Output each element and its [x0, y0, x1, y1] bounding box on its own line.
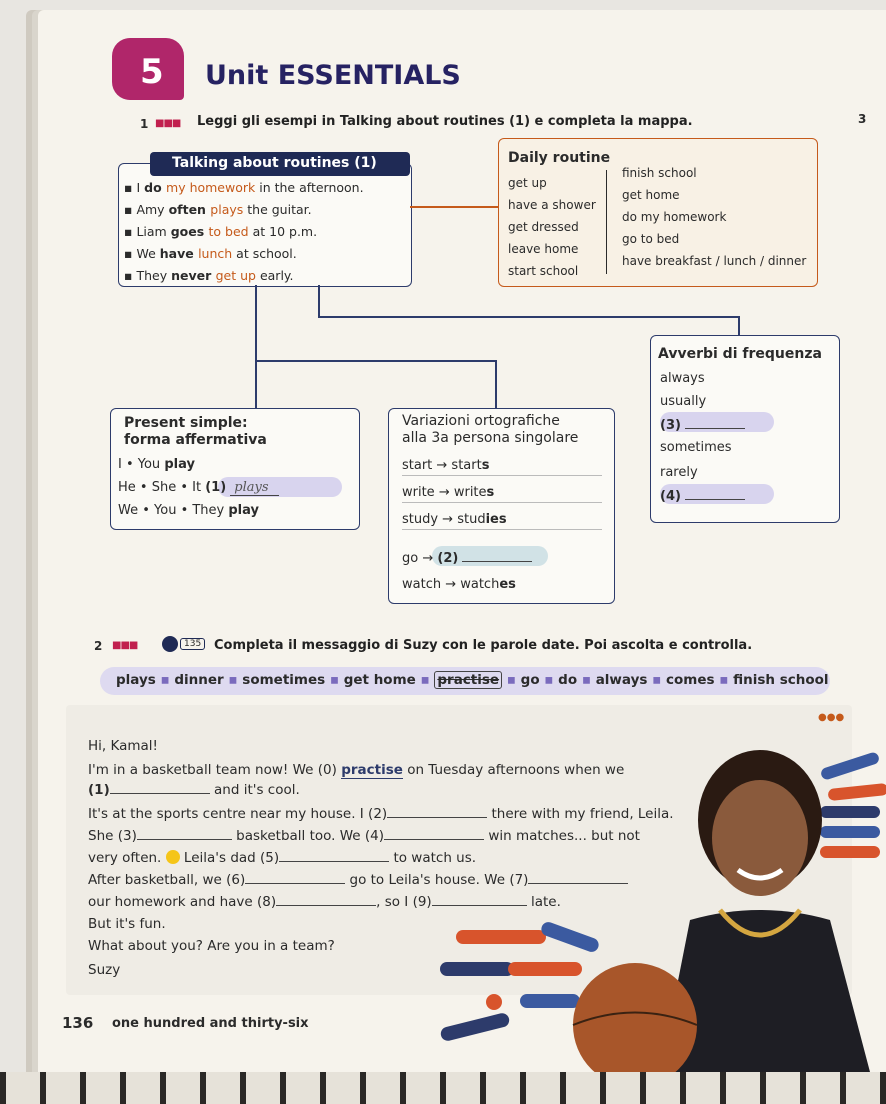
connector-line [495, 360, 497, 410]
msg-line-8: But it's fun. [88, 916, 166, 932]
blank-1-label: (1) [205, 480, 227, 495]
word-bank-item[interactable]: do [558, 672, 578, 688]
msg-text: basketball too. We (4) [231, 828, 385, 844]
blank-5-field[interactable] [279, 861, 389, 862]
separator-icon: ▪ [502, 672, 521, 688]
go-row [402, 551, 532, 566]
track-number: 135 [180, 638, 205, 650]
msg-text: very often. [88, 850, 166, 866]
separator-icon: ▪ [415, 672, 435, 688]
word-bank-item[interactable]: plays [116, 672, 156, 688]
present-row-1 [118, 457, 195, 472]
exercise-1-number: 1 [140, 117, 149, 131]
routine-item: leave home [508, 242, 579, 256]
separator-icon: ▪ [539, 672, 559, 688]
msg-line-9: What about you? Are you in a team? [88, 938, 335, 954]
phrase: get up [215, 268, 260, 283]
blank-1-handwritten-answer[interactable]: plays [230, 480, 278, 496]
connector-line [255, 360, 257, 410]
word-bank-item[interactable]: dinner [174, 672, 224, 688]
talking-example-line [124, 268, 294, 283]
talking-example-line [124, 180, 364, 195]
msg-text: It's at the sports centre near my house. I (2) [88, 806, 388, 822]
talking-example-line [124, 202, 312, 217]
next-page-edge [0, 1072, 886, 1104]
routine-item: do my homework [622, 210, 727, 224]
routine-divider [606, 170, 607, 274]
present-row-3 [118, 503, 259, 518]
ending: ies [485, 512, 507, 527]
audio-icon[interactable] [162, 636, 178, 652]
talking-routines-header [150, 152, 410, 176]
subject: Liam [136, 224, 171, 239]
spelling-variation [402, 485, 494, 500]
spelling-variation [402, 512, 507, 527]
word-bank-item[interactable]: go [520, 672, 540, 688]
blank-label: (4) [660, 489, 681, 504]
connector-line [255, 360, 495, 362]
blank-3-field[interactable] [137, 839, 232, 840]
separator-icon: ▪ [155, 672, 175, 688]
page-corner-number: 3 [858, 112, 867, 126]
verb: never [171, 268, 216, 283]
blank-6-field[interactable] [245, 883, 345, 884]
daily-routine-title: Daily routine [508, 150, 611, 166]
blank-field[interactable] [685, 428, 745, 429]
msg-text: and it's cool. [209, 782, 300, 798]
routine-item: go to bed [622, 232, 680, 246]
pronouns-3: We • You • They [118, 503, 229, 518]
verb: do [144, 180, 167, 195]
difficulty-dots-icon: ■■■ [155, 118, 181, 129]
separator-icon: ▪ [325, 672, 344, 688]
present-row-2 [118, 480, 279, 495]
msg-text: After basketball, we (6) [88, 872, 246, 888]
connector-line [410, 206, 498, 208]
msg-text: there with my friend, Leila. [487, 806, 674, 822]
footer-page-number: 136 [62, 1014, 94, 1032]
watch-row [402, 577, 516, 592]
subject: Amy [136, 202, 169, 217]
separator-icon: ▪ [223, 672, 243, 688]
watch-ending: es [499, 577, 516, 592]
base-form: study → stud [402, 512, 486, 527]
word-bank-item[interactable]: get home [343, 672, 416, 688]
routine-item: get home [622, 188, 680, 202]
prep: at [252, 224, 270, 239]
blank-2-label: (2) [437, 551, 459, 566]
routine-item: start school [508, 264, 579, 278]
example-answer: practise [341, 762, 403, 778]
word-bank-item[interactable]: always [595, 672, 648, 688]
msg-text: She (3) [88, 828, 137, 844]
base-form: write → write [402, 485, 487, 500]
smiley-emoji-icon [166, 850, 180, 864]
routine-item: have a shower [508, 198, 596, 212]
ending: s [486, 485, 495, 500]
msg-text: Leila's dad (5) [179, 850, 280, 866]
msg-text: win matches... but not [484, 828, 640, 844]
bullet-icon: ▪ [124, 180, 137, 195]
difficulty-dots-icon: ■■■ [112, 640, 138, 651]
exercise-2-number: 2 [94, 639, 103, 653]
bullet-icon: ▪ [124, 202, 137, 217]
connector-line [318, 285, 320, 317]
verb-3: play [228, 503, 259, 518]
ending: s [481, 458, 490, 473]
base-form: start → start [402, 458, 482, 473]
blank-1-field[interactable] [110, 793, 210, 794]
phrase: my homework [166, 180, 260, 195]
separator-icon: ▪ [577, 672, 596, 688]
talking-example-line [124, 224, 317, 239]
routine-item: have breakfast / lunch / dinner [622, 254, 807, 268]
avverbio-blank [660, 489, 745, 504]
blank-label: (1) [88, 782, 110, 798]
rest: at school. [236, 246, 297, 261]
msg-text: our homework and have (8) [88, 894, 277, 910]
phrase: lunch [198, 246, 237, 261]
msg-text: on Tuesday afternoons when we [402, 762, 625, 778]
word-bank-item[interactable]: sometimes [242, 672, 326, 688]
divider [402, 529, 602, 530]
word-bank-item[interactable]: comes [666, 672, 715, 688]
divider [402, 475, 602, 476]
rest: early. [259, 268, 294, 283]
talking-routines-title: Talking about routines (1) [172, 155, 377, 171]
msg-signature: Suzy [88, 962, 121, 978]
unit-badge [112, 38, 184, 100]
spelling-variation [402, 458, 489, 473]
exercise-2-instruction: Completa il messaggio di Suzy con le parole date. Poi ascolta e controlla. [214, 638, 753, 653]
girl-photo [400, 720, 886, 1072]
blank-8-field[interactable] [276, 905, 376, 906]
watch-base: watch → watch [402, 577, 500, 592]
blank-field[interactable] [685, 499, 745, 500]
subject: I [136, 180, 145, 195]
rest: 10 p.m. [269, 224, 318, 239]
word-bank [116, 672, 829, 688]
verb-1: play [164, 457, 195, 472]
exercise-1-instruction: Leggi gli esempi in Talking about routines (1) e completa la mappa. [197, 114, 693, 129]
verb: often [168, 202, 211, 217]
avverbio-item: usually [660, 394, 707, 409]
divider [402, 502, 602, 503]
unit-title: Unit ESSENTIALS [205, 60, 461, 91]
avverbi-title: Avverbi di frequenza [658, 346, 822, 362]
separator-icon: ▪ [714, 672, 734, 688]
routine-item: get dressed [508, 220, 579, 234]
present-simple-subtitle: forma affermativa [124, 432, 267, 448]
verb: have [159, 246, 199, 261]
blank-2-line[interactable] [462, 561, 532, 562]
go-label: go → [402, 551, 434, 566]
connector-line [738, 316, 740, 336]
routine-item: get up [508, 176, 547, 190]
msg-text: to watch us. [389, 850, 477, 866]
connector-line [318, 316, 738, 318]
msg-text: go to Leila's house. We (7) [345, 872, 529, 888]
word-bank-item[interactable]: finish school [733, 672, 829, 688]
footer-page-words: one hundred and thirty-six [112, 1016, 309, 1031]
word-bank-item-used[interactable]: practise [434, 671, 502, 689]
bullet-icon: ▪ [124, 246, 137, 261]
prep: in [259, 180, 275, 195]
msg-text: late. [526, 894, 561, 910]
talking-example-line [124, 246, 297, 261]
blank-label: (3) [660, 418, 681, 433]
subject: They [136, 268, 172, 283]
variazioni-subtitle: alla 3a persona singolare [402, 430, 579, 446]
rest: the afternoon. [274, 180, 364, 195]
separator-icon: ▪ [647, 672, 666, 688]
msg-line-2 [88, 782, 300, 798]
avverbio-item: rarely [660, 465, 698, 480]
phrase: plays [210, 202, 248, 217]
rest: the guitar. [247, 202, 312, 217]
verb: goes [170, 224, 209, 239]
present-simple-title: Present simple: [124, 415, 248, 431]
subject: We [136, 246, 160, 261]
avverbio-blank [660, 418, 745, 433]
msg-greeting: Hi, Kamal! [88, 738, 158, 754]
msg-text: I'm in a basketball team now! We (0) [88, 762, 342, 778]
bullet-icon: ▪ [124, 224, 137, 239]
connector-line [255, 285, 257, 361]
bullet-icon: ▪ [124, 268, 137, 283]
pronouns-2: He • She • It [118, 480, 206, 495]
variazioni-title: Variazioni ortografiche [402, 413, 560, 429]
pronouns-1: I • You [118, 457, 165, 472]
avverbio-item: always [660, 371, 705, 386]
avverbio-item: sometimes [660, 440, 732, 455]
window-dots-icon: ●●● [818, 712, 845, 723]
phrase: to bed [208, 224, 253, 239]
unit-number: 5 [140, 52, 164, 92]
msg-text: , so I (9) [376, 894, 432, 910]
routine-item: finish school [622, 166, 697, 180]
